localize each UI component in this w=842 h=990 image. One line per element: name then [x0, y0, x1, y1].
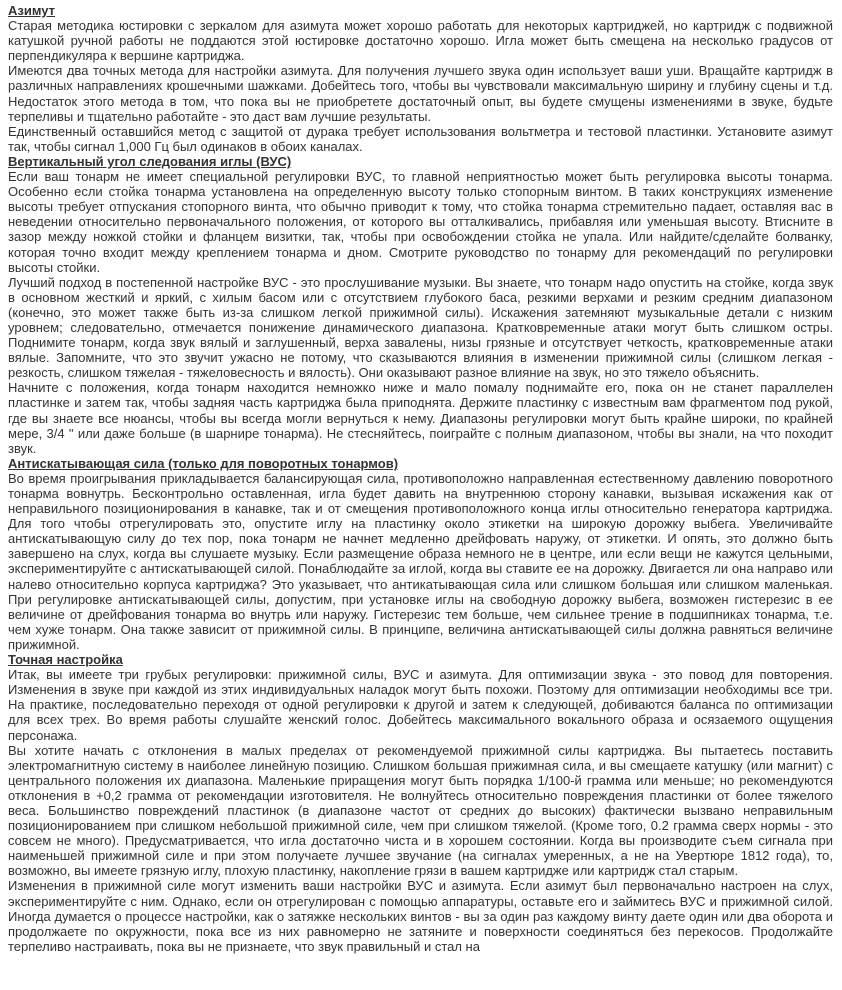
section-heading-vta: Вертикальный угол следования иглы (ВУС): [8, 153, 292, 169]
paragraph: Лучший подход в постепенной настройке ВУС - это прослушивание музыки. Вы знаете, что тонарм надо опустить на стойке, когда звук в основном жесткий и яркий, с хилым басом или с отсутствием глубокого баса, резкими верхами и резким средним диапазоном (конечно, это может также быть из-за слишком легкой прижимной силы). Искажения затемняют музыкальные детали с низким уровнем; следовательно, отмечается понижение динамического диапазона. Кратковременные атаки могут быть слишком остры. Поднимите тонарм, когда звук вялый и заглушенный, верха завалены, низы грязные и отсутствует четкость, кратковременные атаки вялые. Запомните, что это звучит ужасно не потому, что сказываются влияния в изменении прижимной силы (слишком легкая - резкость, слишком тяжелая - тяжеловесность и вялость). Они оказывают разное влияние на звук, но это тяжело объяснить.: [8, 274, 833, 381]
paragraph: Если ваш тонарм не имеет специальной регулировки ВУС, то главной неприятностью может быть регулировка высоты тонарма. Особенно если стойка тонарма установлена на определенную высоту только стопорным винтом. В таких конструкциях изменение высоты требует отпускания стопорного винта, что обычно приводит к тому, что стойка тонарма стремительно падает, оставляя вас в неведении относительно первоначального положения, от которого вы отталкивались, прибавляя или уменьшая высоту. Втисните в зазор между ножкой стойки и фланцем визитки, так, чтобы при освобождении стойка не упала. Или найдите/сделайте болванку, которая точно входит между креплением тонарма и дном. Смотрите руководство по тонарму для рекомендаций по регулировки высоты стойки.: [8, 169, 833, 275]
paragraph: Вы хотите начать с отклонения в малых пределах от рекомендуемой прижимной силы картриджа. Вы пытаетесь поставить электромагнитную систему в наиболее линейную позицию. Слишком большая прижимная сила, и вы смещаете катушку (или магнит) с центрального положения их диапазона. Маленькие приращения могут быть порядка 1/100-й грамма или меньше; но рекомендуются отклонения в +0,2 грамма от рекомендации изготовителя. Не волнуйтесь относительно повреждения пластинки от более тяжелого веса. Большинство повреждений пластинок (в диапазоне частот от средних до высоких) фактически вызвано неправильным позиционированием при слишком небольшой прижимной силе, чем при слишком тяжелой. (Кроме того, 0.2 грамма сверх нормы - это совсем не много). Предусматривается, что игла достаточно чиста и в хорошем состоянии. Когда вы производите съем сигнала при наименьшей прижимной силе и при этом получаете лучшее звучание (на сигналах умеренных, а не на Увертюре 1812 года), то, возможно, вы имеете грязную иглу, плохую пластинку, накопление грязи в вашем картридже или картридж стал старым.: [8, 742, 833, 879]
section-fine-tuning: [8, 652, 833, 954]
section-heading-antiskating: Антискатывающая сила (только для поворотных тонармов): [8, 455, 399, 471]
paragraph: Изменения в прижимной силе могут изменить ваши настройки ВУС и азимута. Если азимут был первоначально настроен на слух, экспериментируйте с ним. Однако, если он отрегулирован с помощью аппаратуры, оставьте его и займитесь ВУС и прижимной силой. Иногда думается о процессе настройки, как о затяжке нескольких винтов - вы за один раз каждому винту даете один или два оборота и продолжаете по окружности, пока все из них равномерно не затяните и поверхности соединяться без перекосов. Продолжайте терпеливо настраивать, пока вы не признаете, что звук правильный и стал на: [8, 878, 833, 954]
section-heading-azimuth: Азимут: [8, 3, 56, 18]
paragraph: Старая методика юстировки с зеркалом для азимута может хорошо работать для некоторых картриджей, но картридж с подвижной катушкой ручной работы не поддаются этой юстировке достаточно хорошо. Игла может быть смещена на несколько градусов от перпендикуляра к вершине картриджа.: [8, 18, 833, 64]
section-antiskating: [8, 456, 833, 652]
paragraph: Единственный оставшийся метод с защитой от дурака требует использования вольтметра и тестовой пластинки. Установите азимут так, чтобы сигнал 1,000 Гц был одинаков в обоих каналах.: [8, 123, 833, 154]
section-azimuth: [8, 3, 833, 154]
paragraph: Начните с положения, когда тонарм находится немножко ниже и мало помалу поднимайте его, пока он не станет параллелен пластинке и затем так, чтобы задняя часть картриджа была приподнята. Держите пластинку с известным вам фрагментом под рукой, где вы знаете все нюансы, чтобы вы всегда могли вернуться к нему. Диапазоны регулировки могут быть крайне широки, по крайней мере, 3/4 " или даже больше (в шарнире тонарма). Не стесняйтесь, поиграйте с полным диапазоном, чтобы вы знали, на что походит звук.: [8, 380, 833, 456]
section-heading-fine-tuning: Точная настройка: [8, 652, 123, 668]
section-vertical-tracking-angle: [8, 154, 833, 456]
paragraph: Во время проигрывания прикладывается балансирующая сила, противоположно направленная естественному давлению поворотного тонарма вовнутрь. Бесконтрольно оставленная, игла будет давить на внутреннюю сторону канавки, вызывая искажения как от неправильного позиционирования в канавке, так и от смещения противоположного конца иглы относительно генератора картриджа. Для того чтобы отрегулировать это, опустите иглу на пластинку около этикетки на широкую дорожку выбега. Увеличивайте антискатывающую силу до тех пор, пока тонарм не начнет медленно дрейфовать наружу, от этикетки. И опять, это должно быть завершено на слух, когда вы слушаете музыку. Если размещение образа немного не в центре, или если вещи не кажутся цельными, экспериментируйте с антискатывающей силой. Понаблюдайте за иглой, когда вы ставите ее на дорожку. Двигается ли она направо или налево относительно корпуса картриджа? Это указывает, что антикатывающая сила или слишком большая или слишком маленькая. При регулировке антискатывающей силы, допустим, при установке иглы на свободную дорожку выбега, возможен гистерезис в ее величине от дрейфования тонарма во внутрь или наружу. Гистерезис тем больше, чем сильнее трение в подшипниках тонарма, т.е. чем хуже тонарм. Она также зависит от прижимной силы. В принципе, величина антискатывающей силы должна равняться величине прижимной.: [8, 470, 833, 652]
paragraph: Итак, вы имеете три грубых регулировки: прижимной силы, ВУС и азимута. Для оптимизации звука - это повод для повторения. Изменения в звуке при каждой из этих индивидуальных наладок могут быть похожи. Поэтому для оптимизации необходимы все три. На практике, последовательно переходя от одной регулировки к другой и затем к следующей, добиваются баланса по оптимизации для всех трех. Во время работы слушайте женский голос. Добейтесь максимального вокального образа и осязаемого ощущения персонажа.: [8, 667, 833, 743]
paragraph: Имеются два точных метода для настройки азимута. Для получения лучшего звука один использует ваши уши. Вращайте картридж в различных направлениях крошечными шажками. Добейтесь того, чтобы вы чувствовали максимальную ширину и глубину сцены и т.д. Недостаток этого метода в том, что пока вы не приобретете достаточный опыт, вы будете смущены изменениями в звуке, будьте терпеливы и тщательно работайте - это даст вам лучшие результаты.: [8, 63, 833, 124]
